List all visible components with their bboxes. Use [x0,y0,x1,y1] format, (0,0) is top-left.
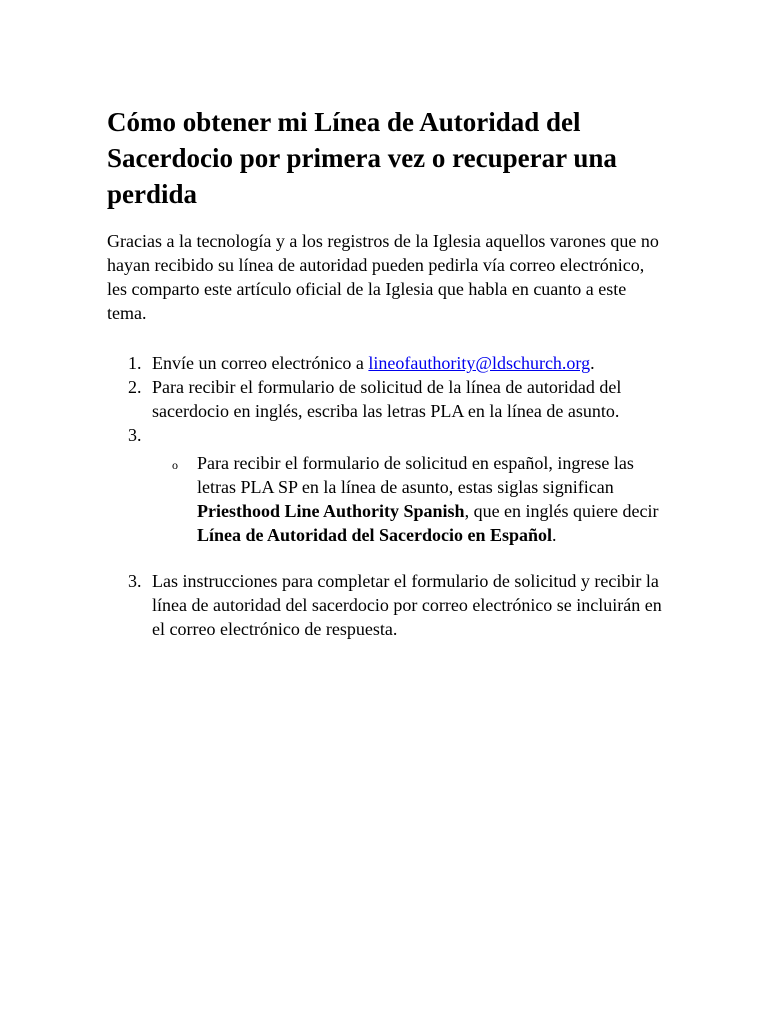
list-item-4 [107,569,667,641]
sub-text: , que en inglés quiere decir [464,501,659,521]
bold-term-spanish: Línea de Autoridad del Sacerdocio en Español [197,525,553,545]
list-number: 1. [128,353,142,373]
email-link[interactable]: lineofauthority@ldschurch.org [368,353,591,373]
step-text: Envíe un correo electrónico a [152,353,369,373]
circle-bullet-icon: o [172,458,178,472]
sub-list [152,451,667,547]
step-text: Las instrucciones para completar el formulario de solicitud y recibir la línea de autoridad del sacerdocio por correo electrónico se incluirán en el correo electrónico de respuesta. [152,571,662,639]
steps-list [107,351,667,641]
step-text: Para recibir el formulario de solicitud de la línea de autoridad del sacerdocio en inglés, escriba las letras PLA en la línea de asunto. [152,377,622,421]
list-item-3 [107,423,667,547]
document-page [107,104,667,641]
list-item-1 [107,351,667,375]
step-text-end: . [590,353,595,373]
list-number: 2. [128,377,142,397]
intro-paragraph: Gracias a la tecnología y a los registros de la Iglesia aquellos varones que no hayan recibido su línea de autoridad pueden pedirla vía correo electrónico, les comparto este artículo oficial de la Iglesia que habla en cuanto a este tema. [107,231,659,323]
list-item-2 [107,375,667,423]
page-title: Cómo obtener mi Línea de Autoridad del Sacerdocio por primera vez o recuperar una perdida [107,107,617,209]
list-number: 3. [128,425,142,445]
sub-text: Para recibir el formulario de solicitud en español, ingrese las letras PLA SP en la línea de asunto, estas siglas significan [197,453,634,497]
sub-text-end: . [552,525,557,545]
list-number: 3. [128,571,142,591]
sub-list-item [172,451,667,547]
bold-term-english: Priesthood Line Authority Spanish [197,501,465,521]
